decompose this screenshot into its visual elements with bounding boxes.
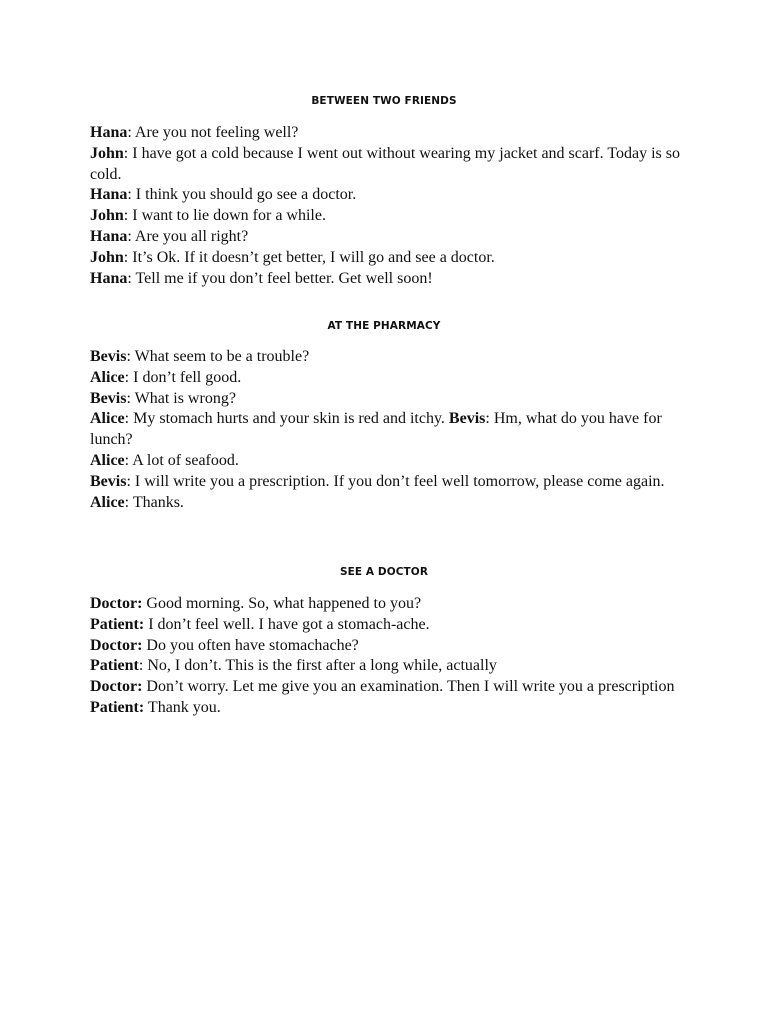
- speaker-name: John: [90, 248, 124, 266]
- dialogue-line: [90, 144, 690, 186]
- speaker-name: Hana: [90, 186, 128, 204]
- speaker-name: Doctor:: [90, 636, 143, 654]
- speaker-name: Doctor:: [90, 678, 143, 696]
- line-text: Don’t worry. Let me give you an examination. Then I will write you a prescription: [146, 678, 675, 696]
- speaker-name: Hana: [90, 227, 128, 245]
- dialogue-line: [90, 206, 690, 227]
- speaker-name: Patient:: [90, 698, 145, 716]
- section-title-at-the-pharmacy: AT THE PHARMACY: [327, 320, 441, 332]
- dialogue-line: [90, 389, 690, 410]
- line-text: Are you not feeling well?: [134, 124, 299, 141]
- dialogue-line: [90, 636, 690, 657]
- line-text: I want to lie down for a while.: [132, 207, 326, 225]
- speaker-separator: :: [124, 368, 134, 386]
- speaker-separator: :: [127, 269, 136, 287]
- dialogue-line: [90, 594, 690, 615]
- line-text: I think you should go see a doctor.: [135, 186, 357, 204]
- line-text: Thank you.: [147, 698, 221, 716]
- speaker-separator: :: [123, 248, 133, 266]
- line-text: Thanks.: [132, 493, 184, 511]
- dialogue-line: [90, 185, 690, 206]
- speaker-name: Alice: [90, 493, 125, 511]
- speaker-name: Bevis: [448, 410, 486, 428]
- line-text: I don’t feel well. I have got a stomach-ache.: [148, 615, 430, 633]
- dialogue-line: [90, 493, 690, 514]
- speaker-separator: :: [127, 124, 135, 141]
- dialogue-line: [90, 677, 690, 698]
- dialogue-line: [90, 347, 690, 368]
- dialogue-line: [90, 123, 690, 144]
- line-text: I have got a cold because I went out without wearing my jacket and scarf. Today is so cold.: [90, 144, 680, 183]
- speaker-separator: :: [138, 657, 148, 675]
- speaker-name: Alice: [90, 451, 125, 469]
- speaker-name: Doctor:: [90, 595, 143, 612]
- line-text: I don’t fell good.: [133, 368, 242, 386]
- dialogue-line: [90, 409, 690, 451]
- dialogue-line: [90, 698, 690, 719]
- speaker-name: Hana: [90, 124, 128, 141]
- dialogue-see-a-doctor: [90, 594, 690, 719]
- line-text: Do you often have stomachache?: [146, 636, 359, 654]
- dialogue-line: [90, 472, 690, 493]
- line-text: Good morning. So, what happened to you?: [146, 595, 422, 612]
- speaker-name: Bevis: [90, 472, 127, 490]
- speaker-name: John: [90, 144, 124, 162]
- speaker-separator: :: [127, 227, 135, 245]
- speaker-separator: :: [123, 144, 133, 162]
- line-text: I will write you a prescription. If you don’t feel well tomorrow, please come again.: [134, 472, 665, 490]
- dialogue-line: [90, 227, 690, 248]
- line-text: What is wrong?: [134, 389, 236, 407]
- speaker-separator: :: [124, 410, 134, 428]
- speaker-name: Alice: [90, 368, 125, 386]
- speaker-name: Hana: [90, 269, 128, 287]
- line-text: My stomach hurts and your skin is red and itchy.: [133, 410, 449, 428]
- line-text: It’s Ok. If it doesn’t get better, I will go and see a doctor.: [132, 248, 495, 266]
- dialogue-line: [90, 248, 690, 269]
- line-text: Tell me if you don’t feel better. Get well soon!: [135, 269, 433, 287]
- dialogue-line: [90, 368, 690, 389]
- speaker-separator: :: [124, 451, 133, 469]
- speaker-name: Patient:: [90, 615, 145, 633]
- section-title-between-two-friends: BETWEEN TWO FRIENDS: [311, 95, 457, 107]
- speaker-separator: :: [123, 207, 133, 225]
- speaker-name: Bevis: [90, 389, 127, 407]
- speaker-separator: :: [127, 186, 136, 204]
- line-text: A lot of seafood.: [132, 451, 239, 469]
- line-text: Are you all right?: [134, 227, 249, 245]
- speaker-separator: :: [126, 348, 135, 365]
- section-title-see-a-doctor: SEE A DOCTOR: [339, 566, 429, 578]
- speaker-separator: :: [485, 410, 494, 428]
- dialogue-line: [90, 656, 690, 677]
- dialogue-between-two-friends: [90, 123, 690, 289]
- dialogue-line: [90, 451, 690, 472]
- line-text: What seem to be a trouble?: [134, 348, 310, 365]
- line-text: No, I don’t. This is the first after a long while, actually: [147, 657, 497, 675]
- speaker-name: Alice: [90, 410, 125, 428]
- line-text: Hm, what do you have for lunch?: [90, 410, 662, 449]
- speaker-name: Patient: [90, 657, 139, 675]
- dialogue-line: [90, 615, 690, 636]
- speaker-separator: :: [126, 472, 135, 490]
- speaker-name: John: [90, 207, 124, 225]
- dialogue-at-the-pharmacy: [90, 347, 690, 513]
- speaker-separator: :: [124, 493, 133, 511]
- speaker-name: Bevis: [90, 348, 127, 365]
- dialogue-line: [90, 269, 690, 290]
- speaker-separator: :: [126, 389, 135, 407]
